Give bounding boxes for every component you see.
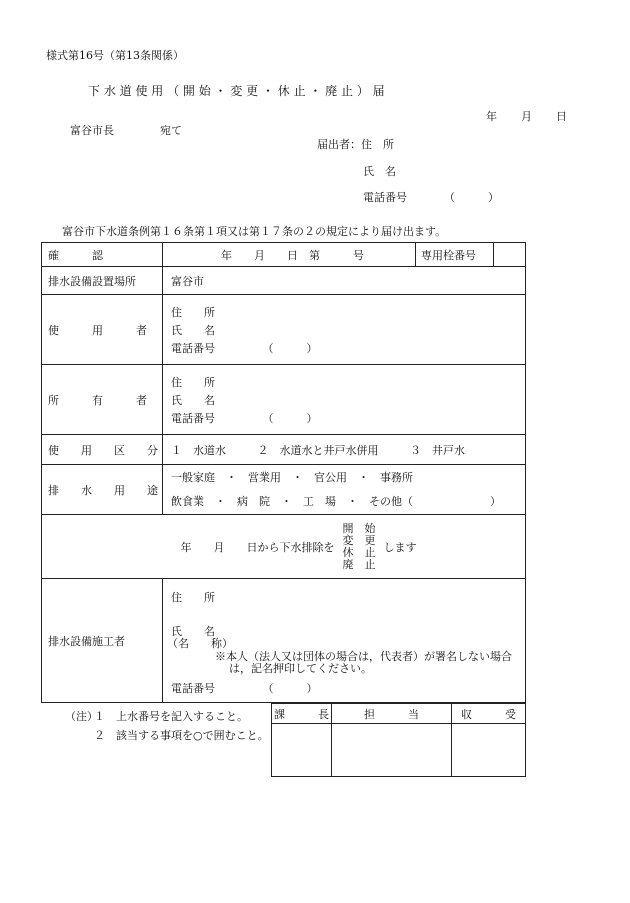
contractor-name-alt-label: （名 称） <box>167 636 233 650</box>
owner-detail-cell[interactable] <box>163 365 526 435</box>
purpose-row <box>42 465 526 515</box>
discharge-option-pause[interactable]: 休 止 <box>342 545 376 559</box>
main-form-table <box>41 242 526 703</box>
confirm-date-cell <box>163 243 416 267</box>
stamp-box-manager[interactable] <box>272 724 332 777</box>
notifier-name-label: 氏 名 <box>363 165 396 178</box>
owner-address-label: 住 所 <box>171 375 215 389</box>
contractor-note-2: は，記名押印してください。 <box>229 661 372 675</box>
contractor-label: 排水設備施工者 <box>48 634 125 648</box>
contractor-phone-label: 電話番号 <box>171 681 215 695</box>
discharge-row <box>42 515 526 579</box>
discharge-options <box>335 523 384 571</box>
user-label-cell <box>42 295 163 365</box>
stamp-header-received: 収 受 <box>452 704 526 724</box>
category-label: 使 用 区 分 <box>48 443 158 457</box>
stamp-box-received[interactable] <box>452 724 526 777</box>
location-row <box>42 267 526 295</box>
intro-text: 富谷市下水道条例第１６条第１項又は第１７条の２の規定により届け出ます。 <box>62 225 447 238</box>
owner-row <box>42 365 526 435</box>
owner-name-label: 氏 名 <box>171 393 215 407</box>
note-item-2: ２ 該当する事項を○で囲むこと。 <box>94 729 269 742</box>
plug-number-label: 専用栓番号 <box>421 248 476 262</box>
stamp-header-staff: 担 当 <box>332 704 452 724</box>
note-item-1: １ 上水番号を記入すること。 <box>94 710 248 723</box>
location-label: 排水設備設置場所 <box>48 274 136 288</box>
date-month-label: 月 <box>521 110 532 123</box>
notifier-address-label: 届出者：住 所 <box>317 138 394 151</box>
form-title: 下 水 道 使 用 （ 開 始 ・ 変 更 ・ 休 止 ・ 廃 止 ） 届 <box>88 84 385 98</box>
category-option-2[interactable]: ２ 水道水と井戸水併用 <box>257 443 379 457</box>
category-label-cell <box>42 435 163 465</box>
user-row <box>42 295 526 365</box>
plug-number-value-cell[interactable] <box>494 243 526 267</box>
category-row <box>42 435 526 465</box>
notifier-phone-paren: （ ） <box>444 191 499 204</box>
date-year-label: 年 <box>486 110 497 123</box>
owner-phone-label: 電話番号 <box>171 411 215 425</box>
confirm-date-text: 年 月 日 第 号 <box>221 248 364 262</box>
purpose-line-1[interactable]: 一般家庭 ・ 営業用 ・ 官公用 ・ 事務所 <box>171 470 413 484</box>
date-day-label: 日 <box>556 110 567 123</box>
discharge-prefix: 年 月 日から下水排除を <box>180 540 335 554</box>
location-value: 富谷市 <box>171 274 204 288</box>
contractor-label-cell <box>42 579 163 703</box>
addressee-suffix: 宛て <box>160 124 182 137</box>
user-phone-paren: （ ） <box>262 341 318 355</box>
category-option-1[interactable]: １ 水道水 <box>171 443 226 457</box>
contractor-row <box>42 579 526 703</box>
confirm-label-cell <box>42 243 163 267</box>
owner-label: 所 有 者 <box>48 393 147 407</box>
category-options-cell[interactable] <box>163 435 526 465</box>
confirm-row <box>42 243 526 267</box>
stamp-table <box>271 703 526 777</box>
category-option-3[interactable]: ３ 井戸水 <box>410 443 465 457</box>
contractor-phone-line <box>171 683 318 694</box>
contractor-name-label: 氏 名 <box>171 624 215 638</box>
user-label: 使 用 者 <box>48 323 147 337</box>
stamp-header-manager: 課 長 <box>272 704 332 724</box>
stamp-box-staff[interactable] <box>332 724 452 777</box>
confirm-label: 確 認 <box>48 248 103 262</box>
user-address-label: 住 所 <box>171 305 215 319</box>
discharge-option-start[interactable]: 開 始 <box>342 521 376 535</box>
discharge-cell[interactable] <box>42 515 526 579</box>
user-phone-line <box>171 340 525 358</box>
discharge-suffix: します <box>383 540 417 554</box>
notes-prefix: （注） <box>65 710 98 723</box>
owner-phone-paren: （ ） <box>262 411 318 425</box>
purpose-options-cell[interactable] <box>163 465 526 515</box>
discharge-option-change[interactable]: 変 更 <box>342 533 376 547</box>
purpose-line-2[interactable]: 飲食業 ・ 病 院 ・ 工 場 ・ その他（ ） <box>171 494 501 508</box>
contractor-detail-cell[interactable] <box>163 579 526 703</box>
contractor-address-label: 住 所 <box>171 590 215 604</box>
owner-label-cell <box>42 365 163 435</box>
contractor-phone-paren: （ ） <box>262 681 318 695</box>
user-detail-cell[interactable] <box>163 295 526 365</box>
addressee-name: 富谷市長 <box>70 124 114 137</box>
purpose-label: 排 水 用 途 <box>48 483 158 497</box>
form-number: 様式第16号（第13条関係） <box>46 49 184 62</box>
plug-number-label-cell <box>416 243 494 267</box>
owner-phone-line <box>171 410 525 428</box>
user-name-label: 氏 名 <box>171 323 215 337</box>
discharge-option-end[interactable]: 廃 止 <box>342 557 376 571</box>
purpose-label-cell <box>42 465 163 515</box>
location-label-cell <box>42 267 163 295</box>
user-phone-label: 電話番号 <box>171 341 215 355</box>
notifier-phone-label: 電話番号 <box>363 191 407 204</box>
location-value-cell[interactable] <box>163 267 526 295</box>
contractor-note-1: ※本人（法人又は団体の場合は，代表者）が署名しない場合 <box>215 649 512 663</box>
